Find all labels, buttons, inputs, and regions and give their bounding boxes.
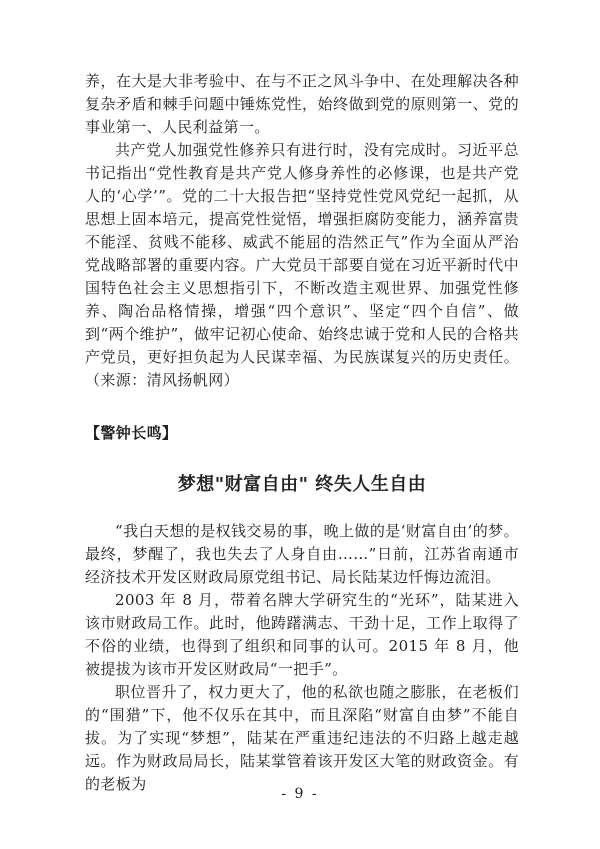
page-body <box>85 70 519 796</box>
paragraph-continuation: 养，在大是大非考验中、在与不正之风斗争中、在处理解决各种复杂矛盾和棘手问题中锤炼党性，始终做到党的原则第一、党的事业第一、人民利益第一。 <box>85 72 519 136</box>
page-number: - 9 - <box>281 786 319 802</box>
paragraph-party-cultivation: 共产党人加强党性修养只有进行时，没有完成时。习近平总书记指出“党性教育是共产党人修身养性的必修课，也是共产党人的‘心学’”。党的二十大报告把“坚持党性党风党纪一起抓，从思想上固本培元，提高党性觉悟，增强拒腐防变能力，涵养富贵不能淫、贫贱不能移、威武不能屈的浩然正气”作为全面从严治党战略部署的重要内容。广大党员干部要自觉在习近平新时代中国特色社会主义思想指引下，不断改造主观世界、加强党性修养、陶冶品格情操，增强“四个意识”、坚定“四个自信”、做到“两个维护”，做牢记初心使命、始终忠诚于党和人民的合格共产党员，更好担负起为人民谋幸福、为民族谋复兴的历史责任。（来源：清风扬帆网） <box>85 141 519 389</box>
paragraph-career-start: 2003 年 8 月，带着名牌大学研究生的“光环”，陆某进入该市财政局工作。此时，他踌躇满志、干劲十足，工作上取得了不俗的业绩，也得到了组织和同事的认可。2015 年 8 月，他被提拔为该市开发区财政局“一把手”。 <box>85 591 519 678</box>
section-header-alarm-bell: 【警钟长鸣】 <box>85 424 178 442</box>
paragraph-downfall: 职位晋升了，权力更大了，他的私欲也随之膨胀，在老板们的“围猎”下，他不仅乐在其中，而且深陷“财富自由梦”不能自拔。为了实现“梦想”，陆某在严重违纪违法的不归路上越走越远。作为财政局局长，陆某掌管着该开发区大笔的财政资金。有的老板为 <box>85 683 519 793</box>
paragraph-confession: “我白天想的是权钱交易的事，晚上做的是‘财富自由’的梦。最终，梦醒了，我也失去了人身自由……”日前，江苏省南通市经济技术开发区财政局原党组书记、局长陆某边忏悔边流泪。 <box>85 522 519 586</box>
article-title: 梦想"财富自由" 终失人生自由 <box>177 474 427 495</box>
